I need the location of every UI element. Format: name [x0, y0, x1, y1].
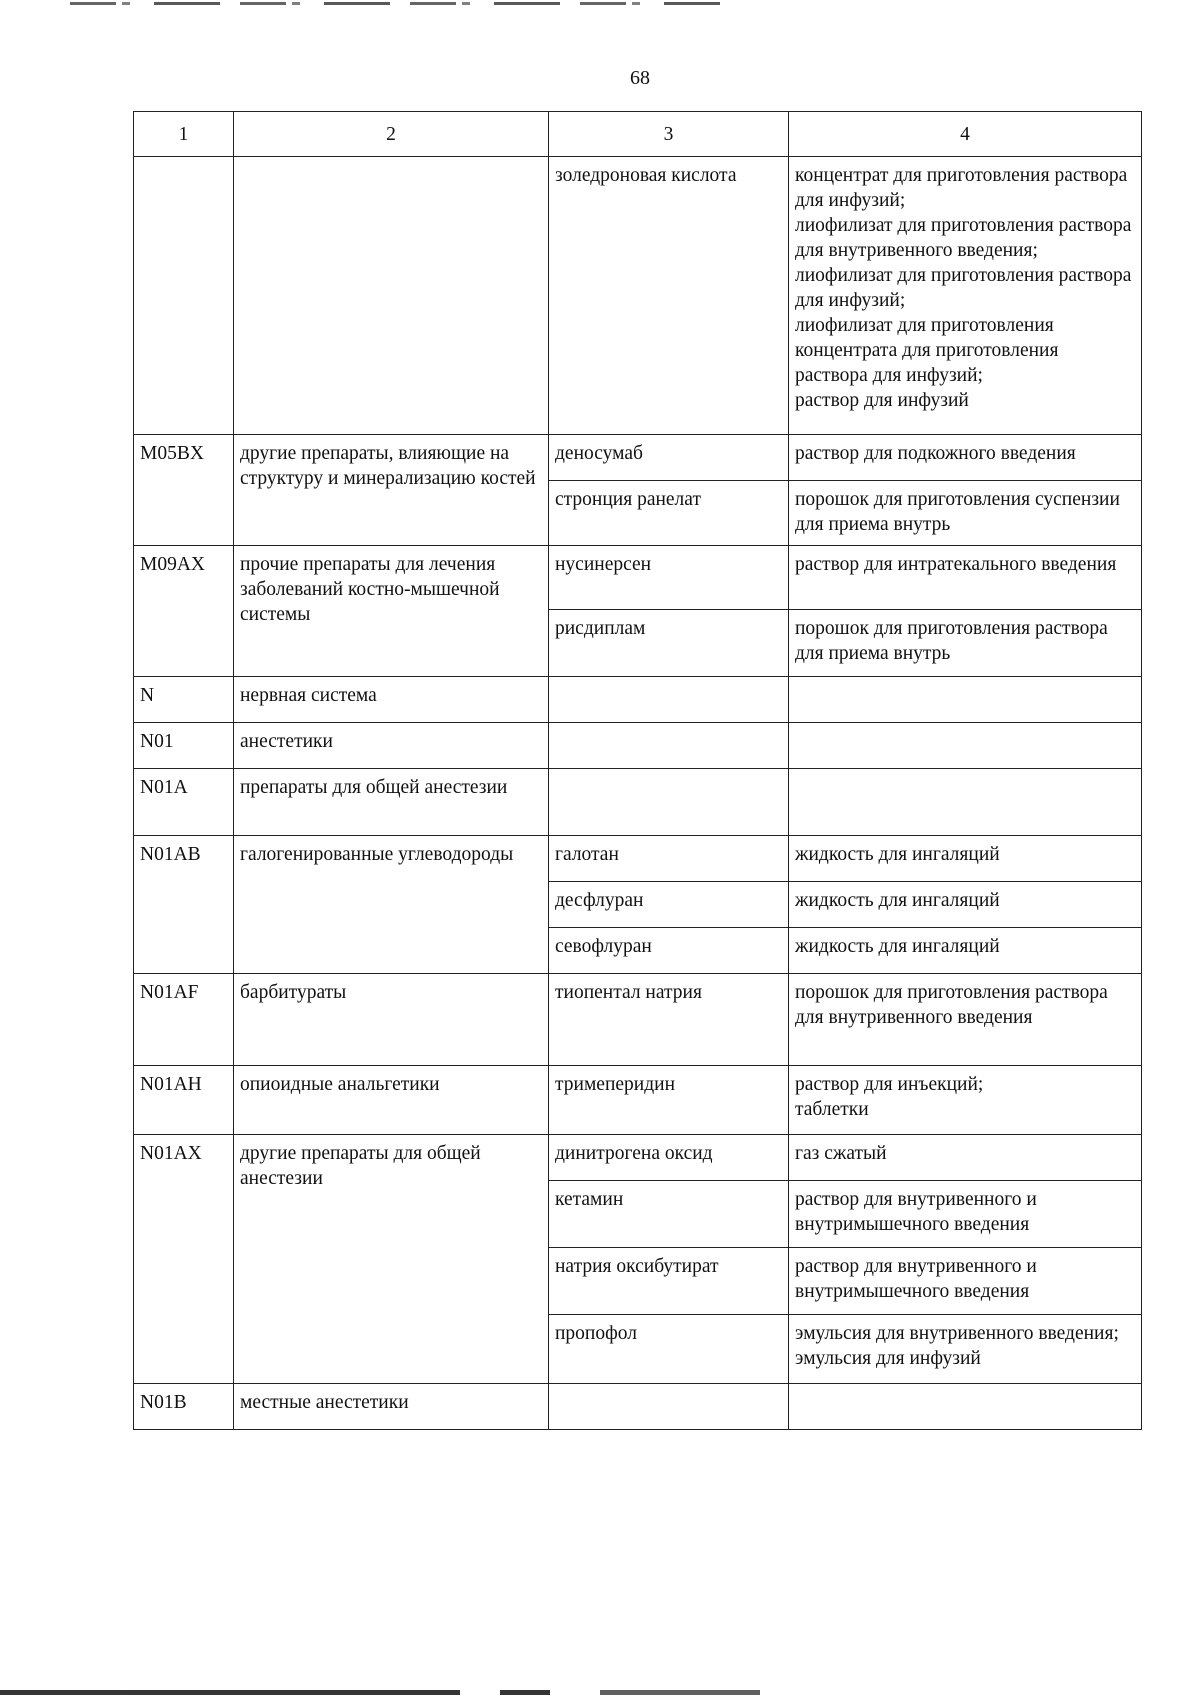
- dosage-form-cell: жидкость для ингаляций: [789, 928, 1142, 974]
- group-name-cell: опиоидные анальгетики: [234, 1066, 549, 1135]
- atc-code-cell: N01: [134, 723, 234, 769]
- dosage-form-cell: раствор для инъекций; таблетки: [789, 1066, 1142, 1135]
- atc-code-cell: N01B: [134, 1384, 234, 1430]
- dosage-form-cell: газ сжатый: [789, 1135, 1142, 1181]
- table-header-row: [134, 112, 1142, 157]
- group-name-cell: препараты для общей анестезии: [234, 769, 549, 836]
- drug-name-cell: деносумаб: [549, 435, 789, 481]
- dosage-form-cell: порошок для приготовления раствора для приема внутрь: [789, 610, 1142, 677]
- group-name-cell: другие препараты для общей анестезии: [234, 1135, 549, 1384]
- dosage-form-cell: [789, 1384, 1142, 1430]
- atc-code-cell: N01AX: [134, 1135, 234, 1384]
- table-row: [134, 974, 1142, 1066]
- drug-name-cell: натрия оксибутират: [549, 1248, 789, 1315]
- drug-name-cell: [549, 723, 789, 769]
- scan-artifact-bottom: [0, 1690, 760, 1695]
- atc-code-cell: [134, 157, 234, 435]
- dosage-form-cell: [789, 677, 1142, 723]
- drug-name-cell: [549, 677, 789, 723]
- scan-artifact-top: [70, 2, 720, 5]
- drug-name-cell: стронция ранелат: [549, 481, 789, 546]
- atc-code-cell: N01A: [134, 769, 234, 836]
- dosage-form-cell: концентрат для приготовления раствора для инфузий; лиофилизат для приготовления раствора для внутривенного введения; лиофилизат для приготовления раствора для инфузий; лиофилизат для приготовления концентрата для приготовления раствора для инфузий; раствор для инфузий: [789, 157, 1142, 435]
- table-row: [134, 677, 1142, 723]
- table-row: [134, 435, 1142, 481]
- atc-code-cell: N01AB: [134, 836, 234, 974]
- table-row: [134, 723, 1142, 769]
- atc-code-cell: N: [134, 677, 234, 723]
- header-col-3: 3: [549, 112, 789, 157]
- dosage-form-cell: порошок для приготовления суспензии для приема внутрь: [789, 481, 1142, 546]
- group-name-cell: другие препараты, влияющие на структуру и минерализацию костей: [234, 435, 549, 546]
- dosage-form-cell: жидкость для ингаляций: [789, 836, 1142, 882]
- group-name-cell: нервная система: [234, 677, 549, 723]
- dosage-form-cell: жидкость для ингаляций: [789, 882, 1142, 928]
- dosage-form-cell: [789, 769, 1142, 836]
- dosage-form-cell: порошок для приготовления раствора для внутривенного введения: [789, 974, 1142, 1066]
- drug-name-cell: динитрогена оксид: [549, 1135, 789, 1181]
- drug-name-cell: [549, 1384, 789, 1430]
- drug-name-cell: нусинерсен: [549, 546, 789, 610]
- drug-name-cell: [549, 769, 789, 836]
- dosage-form-cell: эмульсия для внутривенного введения; эмульсия для инфузий: [789, 1315, 1142, 1384]
- dosage-form-cell: раствор для внутривенного и внутримышечного введения: [789, 1181, 1142, 1248]
- group-name-cell: галогенированные углеводороды: [234, 836, 549, 974]
- header-col-4: 4: [789, 112, 1142, 157]
- table-row: [134, 546, 1142, 610]
- group-name-cell: барбитураты: [234, 974, 549, 1066]
- group-name-cell: прочие препараты для лечения заболеваний костно-мышечной системы: [234, 546, 549, 677]
- drug-name-cell: тримеперидин: [549, 1066, 789, 1135]
- drug-table: [133, 111, 1142, 1430]
- drug-name-cell: рисдиплам: [549, 610, 789, 677]
- dosage-form-cell: [789, 723, 1142, 769]
- atc-code-cell: N01AF: [134, 974, 234, 1066]
- drug-name-cell: золедроновая кислота: [549, 157, 789, 435]
- group-name-cell: местные анестетики: [234, 1384, 549, 1430]
- atc-code-cell: N01AH: [134, 1066, 234, 1135]
- header-col-2: 2: [234, 112, 549, 157]
- header-col-1: 1: [134, 112, 234, 157]
- group-name-cell: анестетики: [234, 723, 549, 769]
- drug-name-cell: кетамин: [549, 1181, 789, 1248]
- dosage-form-cell: раствор для внутривенного и внутримышечного введения: [789, 1248, 1142, 1315]
- group-name-cell: [234, 157, 549, 435]
- dosage-form-cell: раствор для интратекального введения: [789, 546, 1142, 610]
- drug-name-cell: галотан: [549, 836, 789, 882]
- drug-name-cell: севофлуран: [549, 928, 789, 974]
- table-row: [134, 157, 1142, 435]
- atc-code-cell: M09AX: [134, 546, 234, 677]
- drug-name-cell: десфлуран: [549, 882, 789, 928]
- drug-name-cell: пропофол: [549, 1315, 789, 1384]
- table-row: [134, 1384, 1142, 1430]
- table-body: [134, 157, 1142, 1430]
- atc-code-cell: M05BX: [134, 435, 234, 546]
- table-row: [134, 1066, 1142, 1135]
- table-row: [134, 769, 1142, 836]
- drug-name-cell: тиопентал натрия: [549, 974, 789, 1066]
- dosage-form-cell: раствор для подкожного введения: [789, 435, 1142, 481]
- table-row: [134, 836, 1142, 882]
- page-number: 68: [630, 67, 650, 89]
- table-row: [134, 1135, 1142, 1181]
